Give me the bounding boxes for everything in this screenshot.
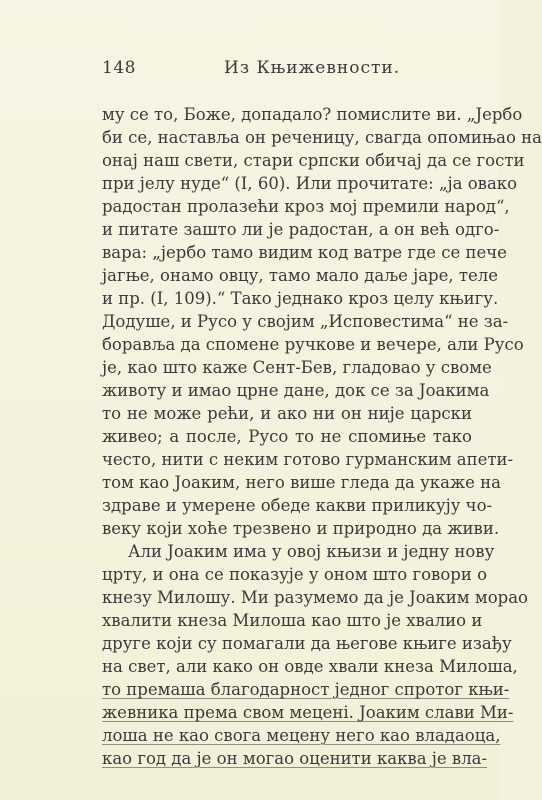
underlined-text-line: жевника према свом меценi. Јоаким слави Ми- bbox=[102, 703, 514, 722]
text-line: друге који су помагали да његове књиге изађу bbox=[102, 634, 512, 653]
text-line: то не може рећи, и ако ни он није царски bbox=[102, 404, 472, 423]
text-line: животу и имао црне дане, док се за Јоакима bbox=[102, 381, 490, 400]
text-line: би се, наставља он реченицу, свагда опомињао на bbox=[102, 128, 542, 147]
text-line: радостан пролазећи кроз мој премили народ“, bbox=[102, 197, 510, 216]
text-line: при јелу нуде“ (I, 60). Или прочитате: „ја овако bbox=[102, 174, 518, 193]
text-line: му се то, Боже, допадало? помислите ви. „Јербо bbox=[102, 105, 523, 124]
text-line: јагње, онамо овцу, тамо мало даље јаре, теле bbox=[102, 266, 498, 285]
body-text bbox=[102, 103, 542, 770]
text-line: вара: „јербо тамо видим код ватре где се пече bbox=[102, 243, 507, 262]
text-line: веку који хоће трезвено и природно да живи. bbox=[102, 519, 500, 538]
underlined-text-line: то премаша благодарност једног спротог књи- bbox=[102, 680, 510, 699]
text-line: живео; а после, Русо то не спомиње тако bbox=[102, 427, 472, 446]
text-line: често, нити с неким готово гурманским апети- bbox=[102, 450, 514, 469]
text-line: хвалити кнеза Милоша као што је хвалио и bbox=[102, 611, 483, 630]
page-header bbox=[102, 58, 469, 78]
underlined-text-line: као год да је он могао оценити каква је вла- bbox=[102, 749, 488, 768]
text-line: Додуше, и Русо у својим „Исповестима“ не за- bbox=[102, 312, 509, 331]
text-line: том као Јоаким, него више гледа да укаже на bbox=[102, 473, 501, 492]
text-line: здраве и умерене обеде какви приликују чо- bbox=[102, 496, 493, 515]
text-line: боравља да спомене ручкове и вечере, али Русо bbox=[102, 335, 524, 354]
paragraph-start-line: Али Јоаким има у овој књизи и једну нову bbox=[128, 542, 495, 561]
text-line: кнезу Милошу. Ми разумемо да је Јоаким морао bbox=[102, 588, 528, 607]
underlined-text-line: лоша не као свога мецену него као владаоца, bbox=[102, 726, 501, 745]
text-line: и пр. (I, 109).“ Тако једнако кроз целу књигу. bbox=[102, 289, 499, 308]
page-number: 148 bbox=[102, 58, 136, 78]
text-line: црту, и она се показује у оном што говори о bbox=[102, 565, 488, 584]
text-line: је, као што каже Сент-Бев, гладовао у своме bbox=[102, 358, 492, 377]
running-head: Из Књижевности. bbox=[224, 58, 401, 78]
text-line: и питате зашто ли је радостан, а он већ одго- bbox=[102, 220, 500, 239]
text-line: на свет, али како он овде хвали кнеза Милоша, bbox=[102, 657, 518, 676]
text-line: онај наш свети, стари српски обичај да се гости bbox=[102, 151, 525, 170]
